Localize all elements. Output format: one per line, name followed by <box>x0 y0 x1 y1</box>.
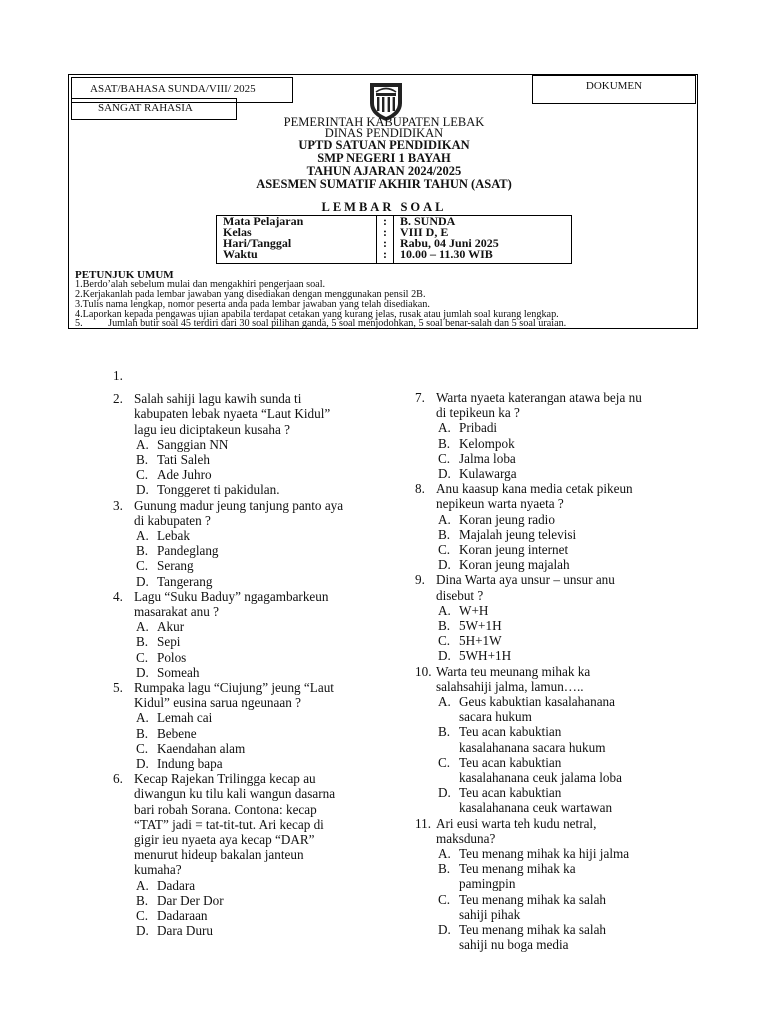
gov-line: PEMERINTAH KABUPATEN LEBAK <box>283 115 485 129</box>
option-text: Koran jeung majalah <box>459 557 570 573</box>
option-text: sahiji pihak <box>459 906 521 922</box>
question-text: Lagu “Suku Baduy” ngagambarkeun <box>134 588 329 604</box>
question-number: 6. <box>113 771 123 787</box>
question-text: disebut ? <box>436 587 484 603</box>
option-letter: A. <box>438 511 451 527</box>
info-value: B. SUNDA <box>400 214 456 228</box>
question-text: Dina Warta aya unsur – unsur anu <box>436 572 615 588</box>
question-text: Warta teu meunang mihak ka <box>436 663 591 679</box>
question-number: 5. <box>113 680 123 695</box>
question-text: bari robah Sorana. Contona: kecap <box>134 801 317 817</box>
question-text: Gunung madur jeung tanjung panto aya <box>134 497 344 513</box>
document-box: DOKUMEN <box>532 75 696 104</box>
option-text: Tangerang <box>157 573 213 589</box>
info-row <box>217 216 571 227</box>
option-text: Teu menang mihak ka <box>459 861 576 877</box>
question-text: Kecap Rajekan Trilingga kecap au <box>134 771 316 787</box>
question-text: Anu kaasup kana media cetak pikeun <box>436 481 633 497</box>
info-key: Mata Pelajaran <box>223 214 304 228</box>
option-text: 5W+1H <box>459 617 502 633</box>
option-text: Teu menang mihak ka salah <box>459 921 607 937</box>
question-text: Kidul” eusina sarua ngeunaan ? <box>134 695 301 711</box>
option-letter: C. <box>438 891 451 907</box>
info-colon: : <box>383 214 387 228</box>
option-letter: C. <box>438 450 451 466</box>
option-letter: A. <box>438 693 451 709</box>
question-text: Ari eusi warta teh kudu netral, <box>436 815 597 831</box>
option-text: Someah <box>157 664 200 680</box>
option-letter: D. <box>438 921 451 937</box>
question-text: maksduna? <box>436 830 496 846</box>
question-text: Rumpaka lagu “Ciujung” jeung “Laut <box>134 680 334 695</box>
option-text: Akur <box>157 619 185 635</box>
option-text: sahiji nu boga media <box>459 937 569 953</box>
option-letter: B. <box>438 861 451 877</box>
option-letter: C. <box>136 740 149 756</box>
question-text: kumaha? <box>134 862 182 878</box>
option-letter: B. <box>438 724 451 740</box>
option-letter: B. <box>136 892 149 908</box>
info-key: Waktu <box>223 247 258 261</box>
question-text: nepikeun warta nyaeta ? <box>436 496 564 512</box>
option-text: kasalahanana ceuk wartawan <box>459 800 613 816</box>
option-letter: B. <box>136 634 149 650</box>
option-text: Sepi <box>157 634 181 650</box>
option-text: Dadara <box>157 877 196 893</box>
option-letter: C. <box>136 649 149 665</box>
option-text: Majalah jeung televisi <box>459 526 577 542</box>
option-text: Dadaraan <box>157 907 208 923</box>
question-text: masarakat anu ? <box>134 603 219 619</box>
option-letter: B. <box>136 725 149 741</box>
option-text: Bebene <box>157 725 197 741</box>
question-text: “TAT” jadi = tat-tit-tut. Ari kecap di <box>134 816 324 832</box>
option-text: Ade Juhro <box>157 467 212 483</box>
option-text: Teu menang mihak ka salah <box>459 891 607 907</box>
option-text: 5WH+1H <box>459 648 512 664</box>
year-line: TAHUN AJARAN 2024/2025 <box>306 164 462 178</box>
option-text: Teu menang mihak ka hiji jalma <box>459 845 630 861</box>
instructions-title: PETUNJUK UMUM <box>75 269 174 281</box>
exam-code-box: ASAT/BAHASA SUNDA/VIII/ 2025 <box>71 77 293 103</box>
option-text: Pribadi <box>459 420 498 436</box>
option-letter: C. <box>438 633 451 649</box>
option-letter: C. <box>136 467 149 483</box>
option-letter: D. <box>438 785 451 801</box>
question-number: 8. <box>415 481 425 497</box>
option-text: Sanggian NN <box>157 436 229 452</box>
instruction-item: 5. Jumlah butir soal 45 terdiri dari 30 soal pilihan ganda, 5 soal menjodohkan, 5 soal benar-salah dan 5 soal uraian. <box>75 318 567 329</box>
questions-column-right <box>415 390 705 970</box>
option-text: Kelompok <box>459 435 515 451</box>
school-line: SMP NEGERI 1 BAYAH <box>317 151 451 165</box>
sheet-title: LEMBAR SOAL <box>321 200 447 214</box>
question-text: menurut hideup bakalan janteun <box>134 847 304 863</box>
instruction-item: 3.Tulis nama lengkap, nomor peserta anda pada lembar jawaban yang telah disediakan. <box>75 299 430 310</box>
option-text: Kaendahan alam <box>157 740 246 756</box>
info-value: VIII D, E <box>400 225 449 239</box>
option-letter: D. <box>136 756 149 771</box>
question-text: Salah sahiji lagu kawih sunda ti <box>134 391 302 407</box>
info-key: Kelas <box>223 225 252 239</box>
option-text: kasalahanana sacara hukum <box>459 739 606 755</box>
option-letter: C. <box>438 754 451 770</box>
question-number: 9. <box>415 572 425 588</box>
option-text: Lemah cai <box>157 710 213 726</box>
option-letter: D. <box>438 466 451 481</box>
question-text: gigir ieu nyaeta aya kecap “DAR” <box>134 831 315 847</box>
question-text: Warta nyaeta katerangan atawa beja nu <box>436 390 642 405</box>
option-letter: B. <box>438 526 451 542</box>
info-key: Hari/Tanggal <box>223 236 292 250</box>
info-colon: : <box>383 247 387 261</box>
exam-header-frame <box>68 74 698 329</box>
option-letter: B. <box>136 451 149 467</box>
option-text: kasalahanana ceuk jalama loba <box>459 769 622 785</box>
question-number: 7. <box>415 390 425 405</box>
option-text: pamingpin <box>459 876 516 892</box>
question-number: 1. <box>113 368 123 383</box>
question-text: lagu ieu diciptakeun kusaha ? <box>134 421 290 437</box>
option-letter: B. <box>438 435 451 451</box>
subject-info-table <box>216 215 572 264</box>
info-value: Rabu, 04 Juni 2025 <box>400 236 499 250</box>
option-text: Indung bapa <box>157 756 223 771</box>
option-text: Teu acan kabuktian <box>459 785 562 801</box>
confidential-box: SANGAT RAHASIA <box>71 98 237 120</box>
option-letter: A. <box>438 845 451 861</box>
option-text: Kulawarga <box>459 466 517 481</box>
question-number: 10. <box>415 663 432 679</box>
option-text: Koran jeung internet <box>459 541 569 557</box>
option-text: Koran jeung radio <box>459 511 555 527</box>
info-value: 10.00 – 11.30 WIB <box>400 247 493 261</box>
option-text: sacara hukum <box>459 709 532 725</box>
question-text: di tepikeun ka ? <box>436 405 520 421</box>
option-letter: D. <box>136 923 149 939</box>
option-letter: D. <box>136 482 149 498</box>
option-text: Tati Saleh <box>157 451 210 467</box>
option-letter: A. <box>136 710 149 726</box>
option-text: Dara Duru <box>157 923 214 939</box>
option-text: Polos <box>157 649 187 665</box>
instruction-item: 4.Laporkan kepada pengawas ujian apabila terdapat cetakan yang kurang jelas, rusak atau jumlah soal kurang lengkap. <box>75 309 559 320</box>
option-text: Tonggeret ti pakidulan. <box>157 482 280 498</box>
option-letter: A. <box>136 619 149 635</box>
info-colon: : <box>383 236 387 250</box>
option-letter: B. <box>136 543 149 559</box>
question-text: salahsahiji jalma, lamun….. <box>436 678 584 694</box>
info-row <box>217 249 571 260</box>
option-text: Teu acan kabuktian <box>459 724 562 740</box>
option-letter: D. <box>136 573 149 589</box>
option-letter: D. <box>136 664 149 680</box>
question-number: 11. <box>415 815 431 831</box>
option-text: Geus kabuktian kasalahanana <box>459 693 615 709</box>
question-text: diwangun ku tilu kali wangun dasarna <box>134 786 336 802</box>
dept-line: DINAS PENDIDIKAN <box>324 126 444 140</box>
option-text: Serang <box>157 558 194 574</box>
option-text: W+H <box>459 602 489 618</box>
question-number: 3. <box>113 497 123 513</box>
questions-column-left <box>113 368 383 948</box>
option-letter: A. <box>136 877 149 893</box>
option-text: Lebak <box>157 527 190 543</box>
option-letter: A. <box>136 436 149 452</box>
option-letter: C. <box>136 907 149 923</box>
option-letter: A. <box>136 527 149 543</box>
info-row <box>217 238 571 249</box>
unit-line: UPTD SATUAN PENDIDIKAN <box>298 138 470 152</box>
info-colon: : <box>383 225 387 239</box>
exam-title: ASESMEN SUMATIF AKHIR TAHUN (ASAT) <box>256 177 512 191</box>
option-letter: D. <box>438 648 451 664</box>
instruction-item: 1.Berdo’alah sebelum mulai dan mengakhiri pengerjaan soal. <box>75 279 326 290</box>
question-number: 4. <box>113 588 123 604</box>
option-text: 5H+1W <box>459 633 502 649</box>
option-text: Dar Der Dor <box>157 892 224 908</box>
question-text: di kabupaten ? <box>134 512 211 528</box>
option-text: Jalma loba <box>459 450 516 466</box>
question-number: 2. <box>113 391 123 407</box>
option-letter: A. <box>438 602 451 618</box>
option-letter: C. <box>136 558 149 574</box>
option-letter: A. <box>438 420 451 436</box>
option-text: Teu acan kabuktian <box>459 754 562 770</box>
option-letter: D. <box>438 557 451 573</box>
option-text: Pandeglang <box>157 543 219 559</box>
option-letter: C. <box>438 541 451 557</box>
option-letter: B. <box>438 617 451 633</box>
question-text: kabupaten lebak nyaeta “Laut Kidul” <box>134 406 331 422</box>
instruction-item: 2.Kerjakanlah pada lembar jawaban yang disediakan dengan menggunakan pensil 2B. <box>75 289 426 300</box>
